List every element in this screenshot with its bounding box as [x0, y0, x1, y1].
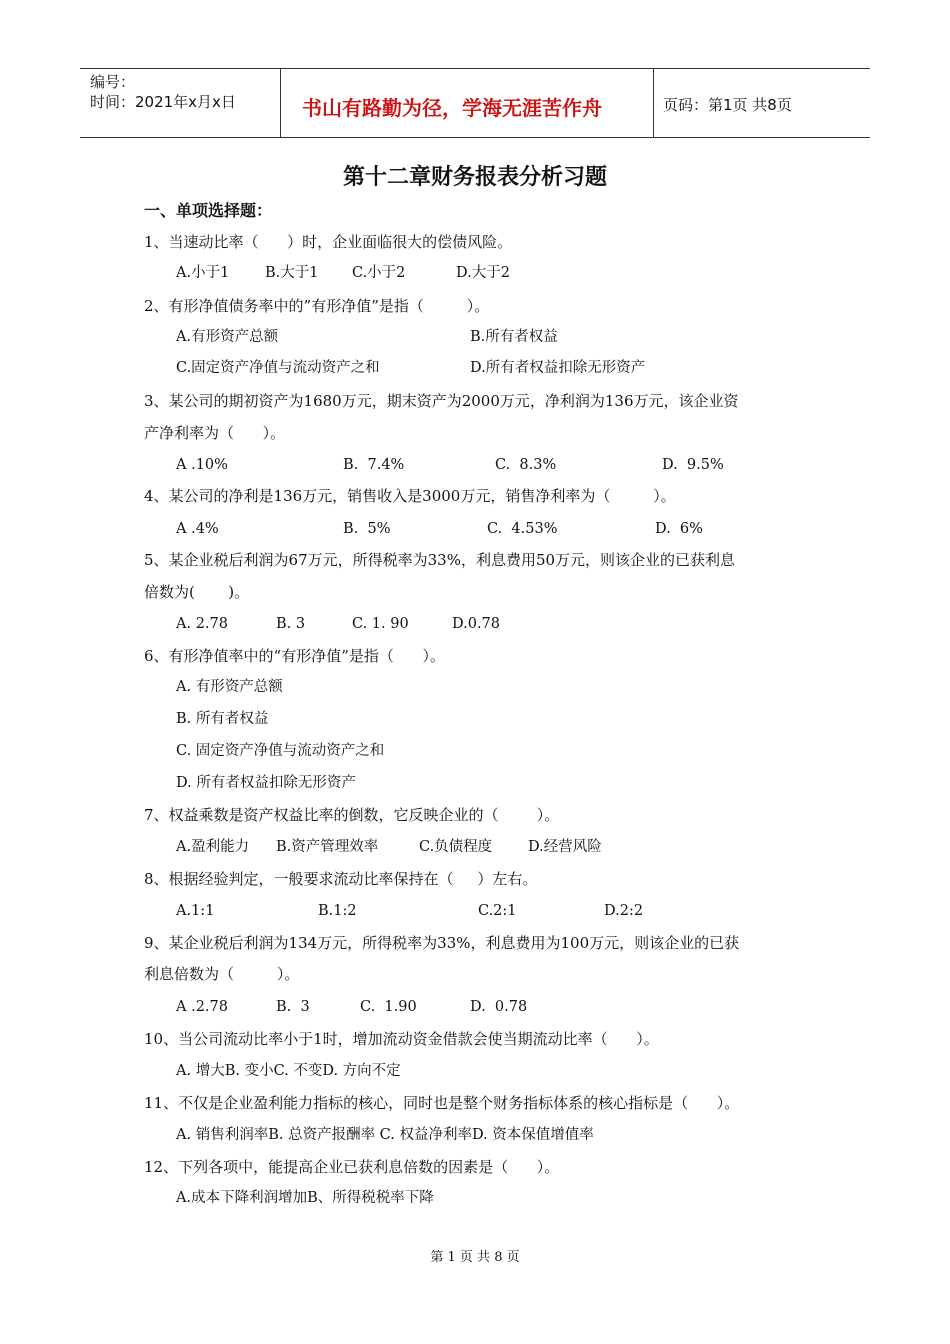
q3-option-a: A .10%	[176, 457, 228, 473]
q9-option-b: B. 3	[276, 999, 310, 1015]
q9-option-a: A .2.78	[176, 999, 228, 1015]
q7-option-d: D.经营风险	[528, 839, 602, 855]
q9-option-c: C. 1.90	[360, 999, 417, 1015]
header-motto-cell	[280, 69, 654, 137]
q3-option-d: D. 9.5%	[662, 457, 724, 473]
number-label: 编号：	[90, 73, 136, 91]
q8-option-d: D.2:2	[604, 903, 644, 919]
q4-option-b: B. 5%	[343, 521, 391, 537]
q1-option-d: D.大于2	[456, 265, 510, 281]
q9-option-d: D. 0.78	[470, 999, 528, 1015]
question-1: 1、当速动比率（ ）时，企业面临很大的偿债风险。	[144, 233, 513, 251]
q12-options: A.成本下降利润增加B、所得税税率下降	[176, 1190, 434, 1206]
q1-option-b: B.大于1	[265, 265, 319, 281]
question-5-line-2: 倍数为( )。	[144, 583, 250, 601]
q8-option-b: B.1:2	[318, 903, 357, 919]
question-9-line-1: 9、某企业税后利润为134万元，所得税率为33%，利息费用为100万元，则该企业的已获	[144, 934, 740, 952]
q2-option-d: D.所有者权益扣除无形资产	[470, 360, 646, 376]
header-meta-cell	[80, 69, 281, 137]
q2-option-b: B.所有者权益	[470, 329, 558, 345]
q1-option-a: A.小于1	[176, 265, 230, 281]
page-label: 页码：第1页 共8页	[663, 96, 792, 114]
q1-option-c: C.小于2	[352, 265, 406, 281]
question-6: 6、有形净值率中的“有形净值”是指（ ）。	[144, 647, 445, 665]
page-footer: 第 1 页 共 8 页	[430, 1250, 520, 1265]
document-header	[80, 68, 870, 138]
q7-option-b: B.资产管理效率	[276, 839, 379, 855]
q8-option-a: A.1:1	[176, 903, 215, 919]
question-12: 12、下列各项中，能提高企业已获利息倍数的因素是（ ）。	[144, 1158, 560, 1176]
question-8: 8、根据经验判定，一般要求流动比率保持在（ ）左右。	[144, 870, 538, 888]
question-4: 4、某公司的净利是136万元，销售收入是3000万元，销售净利率为（ ）。	[144, 487, 676, 505]
question-2: 2、有形净值债务率中的”有形净值”是指（ ）。	[144, 297, 490, 315]
q3-option-c: C. 8.3%	[495, 457, 557, 473]
q5-option-a: A. 2.78	[176, 616, 228, 632]
question-5-line-1: 5、某企业税后利润为67万元，所得税率为33%，利息费用50万元，则该企业的已获利息	[144, 551, 736, 569]
q7-option-a: A.盈利能力	[176, 839, 250, 855]
question-11: 11、不仅是企业盈利能力指标的核心，同时也是整个财务指标体系的核心指标是（ ）。	[144, 1094, 740, 1112]
q8-option-c: C.2:1	[478, 903, 517, 919]
q11-options: A. 销售利润率B. 总资产报酬率 C. 权益净利率D. 资本保值增值率	[176, 1127, 594, 1143]
q10-options: A. 增大B. 变小C. 不变D. 方向不定	[176, 1063, 401, 1079]
q3-option-b: B. 7.4%	[343, 457, 405, 473]
motto: 书山有路勤为径，学海无涯苦作舟	[302, 96, 602, 120]
question-10: 10、当公司流动比率小于1时，增加流动资金借款会使当期流动比率（ ）。	[144, 1030, 659, 1048]
q5-option-c: C. 1. 90	[352, 616, 409, 632]
q6-option-b: B. 所有者权益	[176, 711, 269, 727]
q2-option-a: A.有形资产总额	[176, 329, 279, 345]
q4-option-a: A .4%	[176, 521, 219, 537]
question-7: 7、权益乘数是资产权益比率的倒数，它反映企业的（ ）。	[144, 806, 560, 824]
question-3-line-2: 产净利率为（ ）。	[144, 424, 286, 442]
q7-option-c: C.负债程度	[419, 839, 493, 855]
q4-option-c: C. 4.53%	[487, 521, 558, 537]
q5-option-b: B. 3	[276, 616, 306, 632]
q6-option-a: A. 有形资产总额	[176, 679, 283, 695]
time-label: 时间：2021年x月x日	[90, 93, 236, 111]
header-page-cell	[653, 69, 870, 137]
q6-option-c: C. 固定资产净值与流动资产之和	[176, 743, 385, 759]
question-9-line-2: 利息倍数为（ ）。	[144, 965, 300, 983]
document-title: 第十二章财务报表分析习题	[342, 165, 607, 190]
q2-option-c: C.固定资产净值与流动资产之和	[176, 360, 380, 376]
q6-option-d: D. 所有者权益扣除无形资产	[176, 775, 356, 791]
section-heading: 一、单项选择题：	[144, 201, 273, 220]
question-3-line-1: 3、某公司的期初资产为1680万元，期末资产为2000万元，净利润为136万元，该企业资	[144, 392, 739, 410]
q4-option-d: D. 6%	[655, 521, 703, 537]
q5-option-d: D.0.78	[452, 616, 501, 632]
